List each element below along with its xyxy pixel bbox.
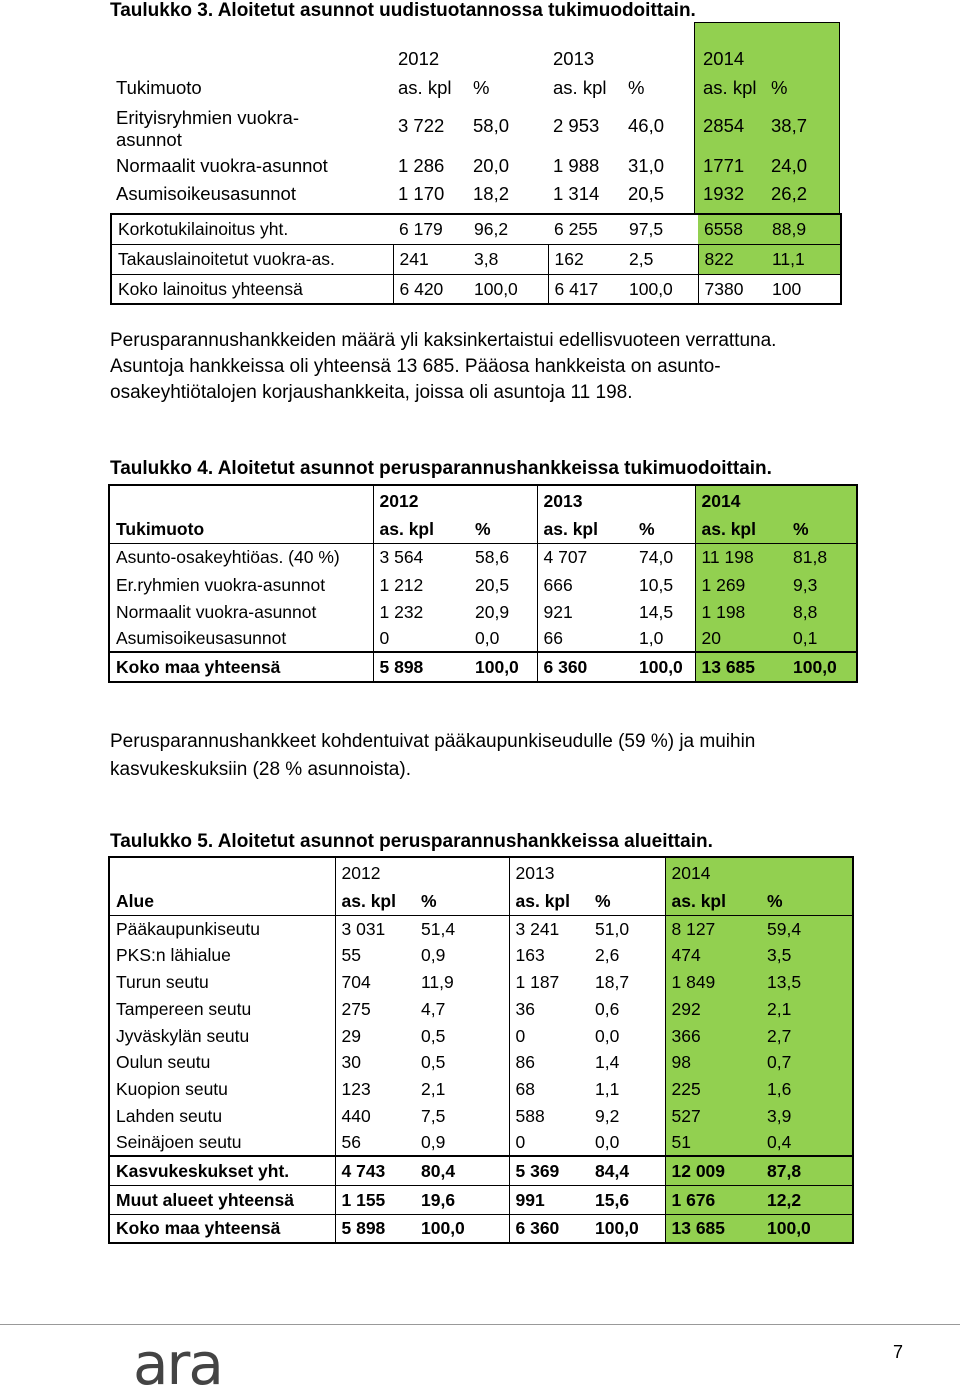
cell: 1771 (703, 155, 745, 176)
cell: 3,5 (761, 942, 853, 969)
table-row (110, 152, 840, 180)
cell: 5 898 (379, 657, 424, 677)
t3-col-kpl: as. kpl (398, 77, 452, 98)
t5-col-kpl: as. kpl (341, 890, 396, 911)
cell: 100,0 (468, 274, 548, 304)
t4-col-pct: % (469, 515, 537, 543)
t3-year-2013: 2013 (553, 48, 595, 69)
t5-col-alue: Alue (109, 887, 335, 915)
cell: 96,2 (474, 219, 509, 240)
cell: 6 360 (515, 1218, 560, 1239)
table3 (110, 42, 840, 208)
cell: 1,6 (761, 1076, 853, 1103)
text-line: Perusparannushankkeiden määrä yli kaksinkertaistui edellisvuoteen verrattuna. (110, 330, 777, 351)
cell: 66 (543, 628, 563, 648)
t3-col-kpl: as. kpl (553, 77, 607, 98)
cell: 15,6 (589, 1185, 665, 1214)
table-row (110, 180, 840, 208)
row-label: Erityisryhmien vuokra- (116, 107, 299, 128)
t3-col-tukimuoto: Tukimuoto (116, 77, 202, 98)
row-label: Seinäjoen seutu (109, 1129, 335, 1156)
cell: 7380 (704, 278, 744, 299)
row-label: Er.ryhmien vuokra-asunnot (109, 571, 373, 598)
text-line: osakeyhtiötalojen korjaushankkeita, joissa oli asuntoja 11 198. (110, 382, 633, 403)
table-row (109, 1049, 853, 1076)
row-label: Turun seutu (109, 969, 335, 996)
footer-divider (0, 1324, 960, 1325)
cell: 292 (665, 995, 761, 1022)
cell: 100,0 (469, 652, 537, 682)
row-label: Asumisoikeusasunnot (109, 625, 373, 652)
row-label: Lahden seutu (109, 1103, 335, 1130)
cell: 6 420 (399, 278, 444, 299)
cell: 80,4 (415, 1156, 509, 1185)
cell: 9,2 (589, 1103, 665, 1130)
table3-lower (110, 213, 842, 305)
t4-col-kpl: as. kpl (379, 518, 434, 539)
cell: 3 722 (398, 115, 445, 136)
row-label: Asumisoikeusasunnot (116, 183, 296, 204)
text-line: kasvukeskuksiin (28 % asunnoista). (110, 759, 411, 780)
cell: 241 (399, 249, 429, 269)
cell: 527 (665, 1103, 761, 1130)
table-row (109, 543, 857, 571)
table-row (109, 1103, 853, 1130)
cell: 1 198 (695, 598, 787, 625)
cell: 20,5 (628, 183, 665, 204)
cell: 1 170 (398, 183, 445, 204)
table3-title: Taulukko 3. Aloitetut asunnot uudistuotannossa tukimuodoittain. (110, 0, 696, 21)
cell: 0,5 (415, 1049, 509, 1076)
cell: 10,5 (633, 571, 695, 598)
row-label: Kasvukeskukset yht. (109, 1156, 335, 1185)
cell: 666 (543, 574, 573, 595)
cell: 56 (341, 1132, 361, 1153)
cell: 0 (515, 1132, 526, 1153)
cell: 366 (665, 1022, 761, 1049)
cell: 18,2 (473, 183, 510, 204)
cell: 588 (515, 1105, 545, 1126)
row-label: Korkotukilainoitus yht. (118, 219, 289, 240)
cell: 3 241 (515, 918, 560, 939)
cell: 87,8 (761, 1156, 853, 1185)
cell: 1932 (703, 183, 745, 204)
row-label: Koko maa yhteensä (109, 652, 373, 682)
cell: 162 (554, 249, 584, 269)
cell: 1 232 (379, 601, 424, 622)
cell: 991 (515, 1189, 545, 1210)
cell: 704 (341, 971, 371, 992)
table-row (109, 995, 853, 1022)
cell: 1 187 (515, 971, 560, 992)
cell: 1 155 (341, 1189, 386, 1210)
t4-col-kpl: as. kpl (543, 518, 598, 539)
row-label: Koko lainoitus yhteensä (111, 274, 393, 304)
row-label: asunnot (116, 129, 182, 150)
cell: 0,9 (415, 942, 509, 969)
cell: 100,0 (415, 1214, 509, 1243)
cell: 5 369 (515, 1160, 560, 1181)
page-number: 7 (893, 1342, 904, 1362)
t5-year-2012: 2012 (341, 862, 381, 883)
t4-year-2012: 2012 (379, 490, 419, 511)
t5-col-pct: % (761, 887, 853, 915)
t3-col-kpl: as. kpl (703, 77, 757, 98)
table-row (109, 625, 857, 652)
t4-year-2014: 2014 (695, 485, 787, 515)
cell: 30 (341, 1052, 361, 1073)
cell: 3 564 (379, 547, 424, 568)
cell: 59,4 (761, 915, 853, 942)
cell: 98 (665, 1049, 761, 1076)
cell: 100,0 (589, 1214, 665, 1243)
cell: 0 (379, 628, 390, 648)
text-line: Asuntoja hankkeissa oli yhteensä 13 685. Pääosa hankkeista on asunto- (110, 356, 721, 377)
paragraph-1 (110, 328, 776, 406)
cell: 0 (515, 1025, 526, 1046)
cell: 3 031 (341, 918, 386, 939)
table-row (109, 915, 853, 942)
cell: 1,0 (633, 625, 695, 652)
t3-col-pct: % (473, 77, 490, 98)
table-row (111, 244, 841, 274)
cell: 12,2 (761, 1185, 853, 1214)
row-label: Asunto-osakeyhtiöas. (40 %) (109, 543, 373, 571)
cell: 20,9 (469, 598, 537, 625)
row-label: Normaalit vuokra-asunnot (116, 155, 328, 176)
cell: 100 (772, 278, 802, 299)
cell: 0,0 (469, 625, 537, 652)
row-label: Muut alueet yhteensä (109, 1185, 335, 1214)
cell: 11,1 (766, 244, 841, 274)
cell: 1 676 (665, 1185, 761, 1214)
table-row (109, 1022, 853, 1049)
paragraph-2 (110, 728, 755, 784)
cell: 474 (665, 942, 761, 969)
cell: 3,8 (468, 244, 548, 274)
cell: 14,5 (633, 598, 695, 625)
cell: 3,9 (761, 1103, 853, 1130)
cell: 2854 (703, 115, 745, 136)
cell: 0,0 (589, 1022, 665, 1049)
t4-col-pct: % (787, 515, 857, 543)
t3-col-pct: % (771, 77, 788, 98)
cell: 6558 (698, 214, 766, 244)
cell: 1 286 (398, 155, 445, 176)
cell: 13 685 (695, 652, 787, 682)
t5-col-kpl: as. kpl (515, 890, 570, 911)
cell: 6 417 (554, 278, 599, 299)
cell: 440 (341, 1105, 371, 1126)
cell: 38,7 (771, 115, 808, 136)
cell: 84,4 (589, 1156, 665, 1185)
table-row (109, 598, 857, 625)
cell: 11 198 (695, 543, 787, 571)
cell: 1 212 (379, 574, 424, 595)
cell: 51 (665, 1129, 761, 1156)
cell: 1,1 (589, 1076, 665, 1103)
cell: 18,7 (589, 969, 665, 996)
cell: 0,6 (589, 995, 665, 1022)
cell: 9,3 (787, 571, 857, 598)
cell: 6 255 (554, 219, 598, 240)
cell: 822 (698, 244, 766, 274)
t5-year-2014: 2014 (665, 857, 761, 887)
cell: 8 127 (665, 915, 761, 942)
table-row (109, 571, 857, 598)
cell: 31,0 (628, 155, 665, 176)
cell: 163 (515, 945, 545, 966)
cell: 20,5 (469, 571, 537, 598)
table-row (111, 274, 841, 304)
cell: 26,2 (771, 183, 808, 204)
cell: 58,6 (469, 543, 537, 571)
row-label: Oulun seutu (109, 1049, 335, 1076)
table5 (108, 856, 854, 1244)
cell: 100,0 (761, 1214, 853, 1243)
t4-col-tukimuoto: Tukimuoto (109, 515, 373, 543)
cell: 19,6 (415, 1185, 509, 1214)
cell: 0,1 (787, 625, 857, 652)
cell: 20 (695, 625, 787, 652)
t3-year-2014: 2014 (703, 48, 745, 69)
cell: 12 009 (665, 1156, 761, 1185)
cell: 29 (341, 1025, 361, 1046)
cell: 36 (515, 998, 535, 1019)
t5-year-2013: 2013 (515, 862, 555, 883)
t4-col-kpl: as. kpl (695, 515, 787, 543)
cell: 2,1 (415, 1076, 509, 1103)
text-line: Perusparannushankkeet kohdentuivat pääkaupunkiseudulle (59 %) ja muihin (110, 731, 756, 752)
table-row-total (109, 1156, 853, 1185)
table-row (109, 1076, 853, 1103)
t3-col-pct: % (628, 77, 645, 98)
cell: 1 849 (665, 969, 761, 996)
t3-year-2012: 2012 (398, 48, 440, 69)
cell: 0,7 (761, 1049, 853, 1076)
cell: 2,5 (623, 244, 698, 274)
ara-logo: ara (133, 1330, 222, 1395)
t5-col-pct: % (589, 887, 665, 915)
cell: 100,0 (623, 274, 698, 304)
table-row-total (109, 1214, 853, 1243)
table-row-total (109, 652, 857, 682)
cell: 1 314 (553, 183, 600, 204)
row-label: Takauslainoitetut vuokra-as. (111, 244, 393, 274)
table5-title: Taulukko 5. Aloitetut asunnot perusparannushankkeissa alueittain. (110, 831, 713, 852)
table-row (110, 100, 840, 152)
cell: 74,0 (633, 543, 695, 571)
table4 (108, 484, 858, 683)
cell: 100,0 (633, 652, 695, 682)
cell: 51,0 (589, 915, 665, 942)
cell: 100,0 (787, 652, 857, 682)
cell: 46,0 (628, 115, 665, 136)
table-row-total (109, 1185, 853, 1214)
cell: 55 (341, 945, 361, 966)
cell: 6 360 (543, 657, 588, 677)
t5-col-kpl: as. kpl (665, 887, 761, 915)
table-row (111, 214, 841, 244)
cell: 24,0 (771, 155, 808, 176)
cell: 13 685 (665, 1214, 761, 1243)
cell: 7,5 (415, 1103, 509, 1130)
row-label: PKS:n lähialue (109, 942, 335, 969)
cell: 8,8 (787, 598, 857, 625)
cell: 0,9 (415, 1129, 509, 1156)
row-label: Kuopion seutu (109, 1076, 335, 1103)
cell: 4,7 (415, 995, 509, 1022)
cell: 86 (515, 1052, 535, 1073)
cell: 0,4 (761, 1129, 853, 1156)
table4-title: Taulukko 4. Aloitetut asunnot perusparannushankkeissa tukimuodoittain. (110, 458, 772, 479)
cell: 4 707 (543, 547, 588, 568)
cell: 921 (543, 601, 573, 622)
cell: 81,8 (787, 543, 857, 571)
cell: 5 898 (341, 1218, 386, 1239)
table-row (109, 1129, 853, 1156)
cell: 58,0 (473, 115, 510, 136)
cell: 1,4 (589, 1049, 665, 1076)
cell: 2,7 (761, 1022, 853, 1049)
cell: 1 988 (553, 155, 600, 176)
cell: 2,1 (761, 995, 853, 1022)
row-label: Jyväskylän seutu (109, 1022, 335, 1049)
cell: 68 (515, 1079, 535, 1100)
cell: 11,9 (415, 969, 509, 996)
t4-col-pct: % (633, 515, 695, 543)
cell: 0,0 (589, 1129, 665, 1156)
row-label: Pääkaupunkiseutu (109, 915, 335, 942)
cell: 0,5 (415, 1022, 509, 1049)
t4-year-2013: 2013 (543, 490, 583, 511)
cell: 225 (665, 1076, 761, 1103)
cell: 4 743 (341, 1160, 386, 1181)
cell: 275 (341, 998, 371, 1019)
cell: 51,4 (415, 915, 509, 942)
cell: 123 (341, 1079, 371, 1100)
row-label: Normaalit vuokra-asunnot (109, 598, 373, 625)
table-row (109, 942, 853, 969)
cell: 97,5 (629, 219, 664, 240)
cell: 6 179 (399, 219, 443, 240)
cell: 2 953 (553, 115, 600, 136)
cell: 20,0 (473, 155, 510, 176)
cell: 13,5 (761, 969, 853, 996)
cell: 2,6 (589, 942, 665, 969)
row-label: Koko maa yhteensä (109, 1214, 335, 1243)
row-label: Tampereen seutu (109, 995, 335, 1022)
cell: 1 269 (695, 571, 787, 598)
t5-col-pct: % (415, 887, 509, 915)
table-row (109, 969, 853, 996)
cell: 88,9 (766, 214, 841, 244)
